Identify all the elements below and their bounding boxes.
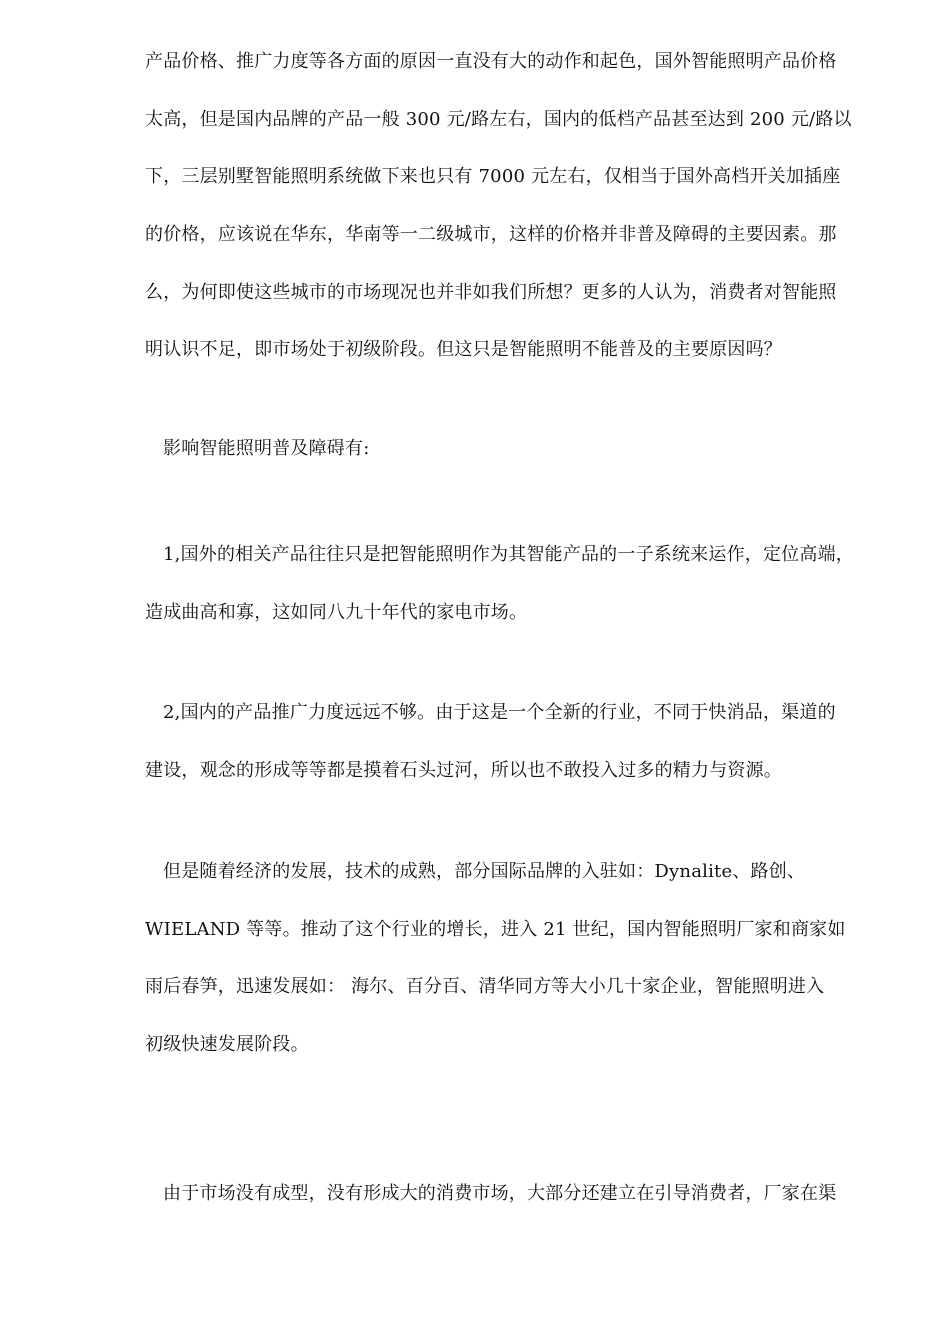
text-line: WIELAND 等等。推动了这个行业的增长，进入 21 世纪，国内智能照明厂家和商家如 <box>145 919 846 940</box>
text-line: 造成曲高和寡，这如同八九十年代的家电市场。 <box>145 602 528 623</box>
text-line: 但是随着经济的发展，技术的成熟，部分国际品牌的入驻如：Dynalite、路创、 <box>163 861 806 882</box>
text-line: 初级快速发展阶段。 <box>145 1034 309 1055</box>
text-line: 雨后春笋，迅速发展如： 海尔、百分百、清华同方等大小几十家企业，智能照明进入 <box>145 976 825 997</box>
text-line: 产品价格、推广力度等各方面的原因一直没有大的动作和起色，国外智能照明产品价格 <box>145 51 837 72</box>
text-line: 下，三层别墅智能照明系统做下来也只有 7000 元左右，仅相当于国外高档开关加插座 <box>145 166 841 187</box>
text-line: 建设，观念的形成等等都是摸着石头过河，所以也不敢投入过多的精力与资源。 <box>145 760 782 781</box>
text-line: 2,国内的产品推广力度远远不够。由于这是一个全新的行业，不同于快消品，渠道的 <box>163 702 836 723</box>
text-line: 明认识不足，即市场处于初级阶段。但这只是智能照明不能普及的主要原因吗？ <box>145 339 782 360</box>
text-line: 1,国外的相关产品往往只是把智能照明作为其智能产品的一子系统来运作，定位高端， <box>163 544 854 565</box>
text-line: 由于市场没有成型，没有形成大的消费市场，大部分还建立在引导消费者，厂家在渠 <box>163 1183 837 1204</box>
text-line: 的价格，应该说在华东，华南等一二级城市，这样的价格并非普及障碍的主要因素。那 <box>145 224 837 245</box>
text-line: 太高，但是国内品牌的产品一般 300 元/路左右，国内的低档产品甚至达到 200 元/路以 <box>145 109 852 130</box>
text-line: 么，为何即使这些城市的市场现况也并非如我们所想？更多的人认为，消费者对智能照 <box>145 282 837 303</box>
section-heading: 影响智能照明普及障碍有: <box>163 438 370 459</box>
